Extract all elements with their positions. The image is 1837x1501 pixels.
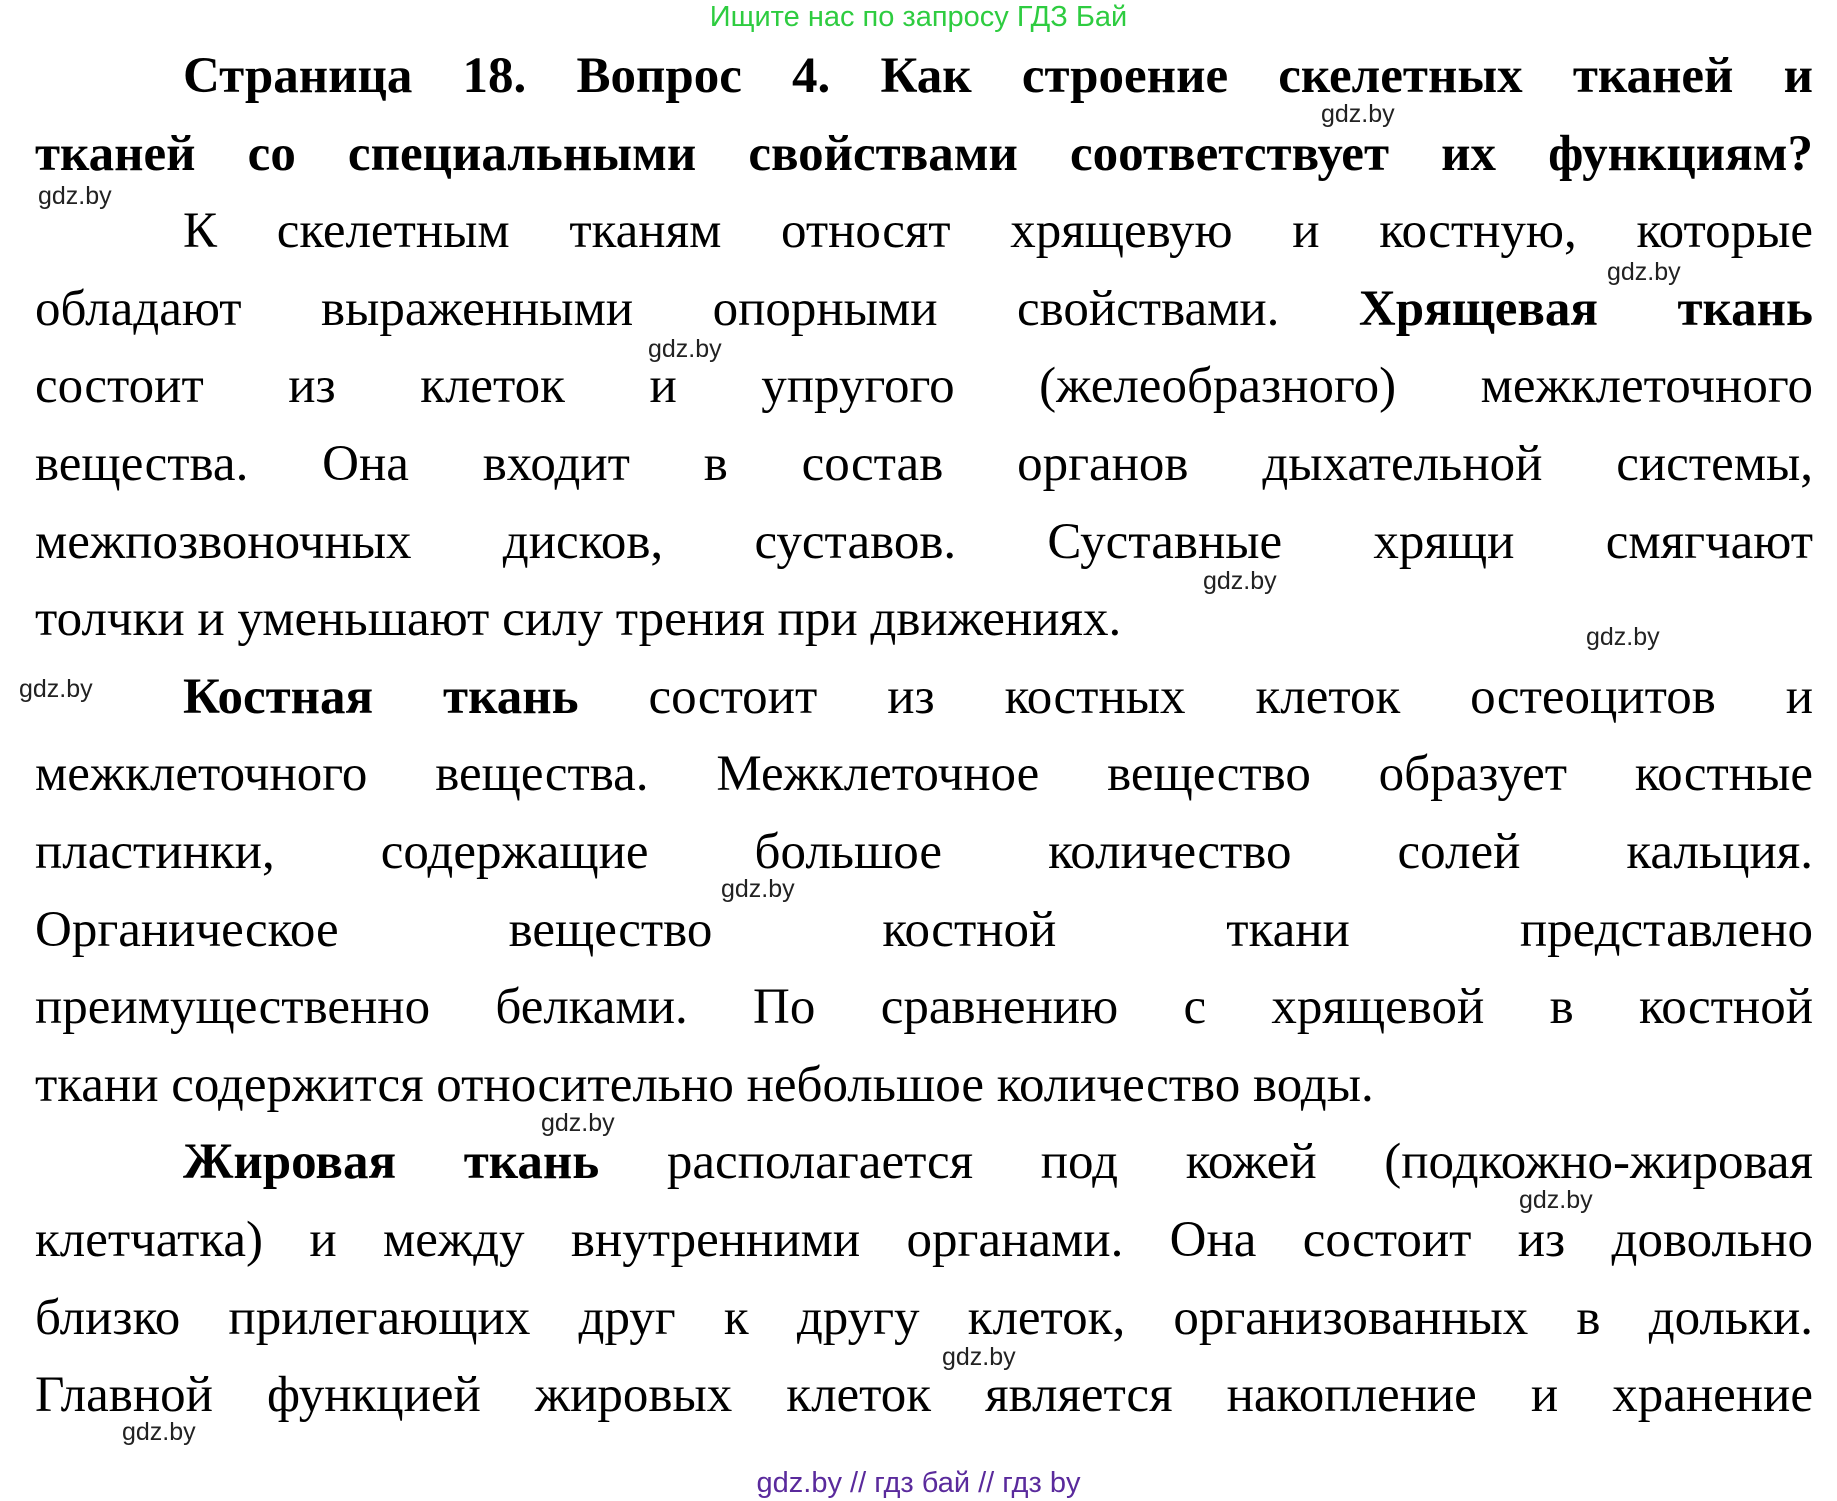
text-line [35,1357,1813,1435]
text-line [35,659,1813,737]
watermark: gdz.by [1607,258,1681,286]
text-segment: Главной функцией жировых клеток является накопление и хранение [35,1367,1813,1424]
bold-text: тканей со специальными свойствами соответствует их функциям? [35,125,1813,182]
watermark: gdz.by [1203,567,1277,595]
text-segment: клетчатка) и между внутренними органами. Она состоит из довольно [35,1211,1813,1268]
watermark: gdz.by [1321,100,1395,128]
bold-text: Хрящевая ткань [1358,280,1813,337]
search-banner: Ищите нас по запросу ГДЗ Бай [709,1,1128,33]
watermark: gdz.by [1519,1186,1593,1214]
watermark: gdz.by [122,1418,196,1446]
text-segment: состоит из костных клеток остеоцитов и [578,668,1813,725]
text-segment: межпозвоночных дисков, суставов. Суставные хрящи смягчают [35,513,1813,570]
text-segment: толчки и уменьшают силу трения при движениях. [35,591,1122,648]
text-segment: состоит из клеток и упругого (желеобразного) межклеточного [35,358,1813,415]
text-segment: обладают выраженными опорными свойствами. [35,280,1359,337]
watermark: gdz.by [19,675,93,703]
text-segment: располагается под кожей (подкожно-жировая [599,1134,1813,1191]
text-line [35,504,1813,582]
text-segment: пластинки, содержащие большое количество солей кальция. [35,823,1813,880]
text-line [35,193,1813,271]
text-segment: близко прилегающих друг к другу клеток, организованных в дольки. [35,1289,1813,1346]
text-line [35,736,1813,814]
text-line [35,969,1813,1047]
text-segment: вещества. Она входит в состав органов дыхательной системы, [35,435,1813,492]
text-line [35,116,1813,194]
bold-text: Костная ткань [183,668,579,725]
bold-text: Страница 18. Вопрос 4. Как строение скелетных тканей и [183,48,1813,104]
text-segment: К скелетным тканям относят хрящевую и костную, которые [183,203,1813,260]
watermark: gdz.by [1586,623,1660,651]
text-segment: ткани содержится относительно небольшое количество воды. [35,1056,1374,1113]
text-segment: преимущественно белками. По сравнению с хрящевой в костной [35,979,1813,1036]
document-body [35,38,1813,1435]
footer-links: gdz.by // гдз бай // гдз by [756,1467,1081,1499]
text-line [35,1280,1813,1358]
text-line [35,348,1813,426]
text-line [35,38,1813,116]
text-line [35,271,1813,349]
text-line [35,1047,1813,1125]
watermark: gdz.by [38,182,112,210]
bold-text: Жировая ткань [183,1134,600,1191]
text-line [35,892,1813,970]
watermark: gdz.by [648,335,722,363]
watermark: gdz.by [721,875,795,903]
text-segment: межклеточного вещества. Межклеточное вещество образует костные [35,746,1813,803]
watermark: gdz.by [942,1343,1016,1371]
text-line [35,581,1813,659]
text-line [35,426,1813,504]
text-line [35,814,1813,892]
text-segment: Органическое вещество костной ткани представлено [35,901,1813,958]
watermark: gdz.by [541,1109,615,1137]
